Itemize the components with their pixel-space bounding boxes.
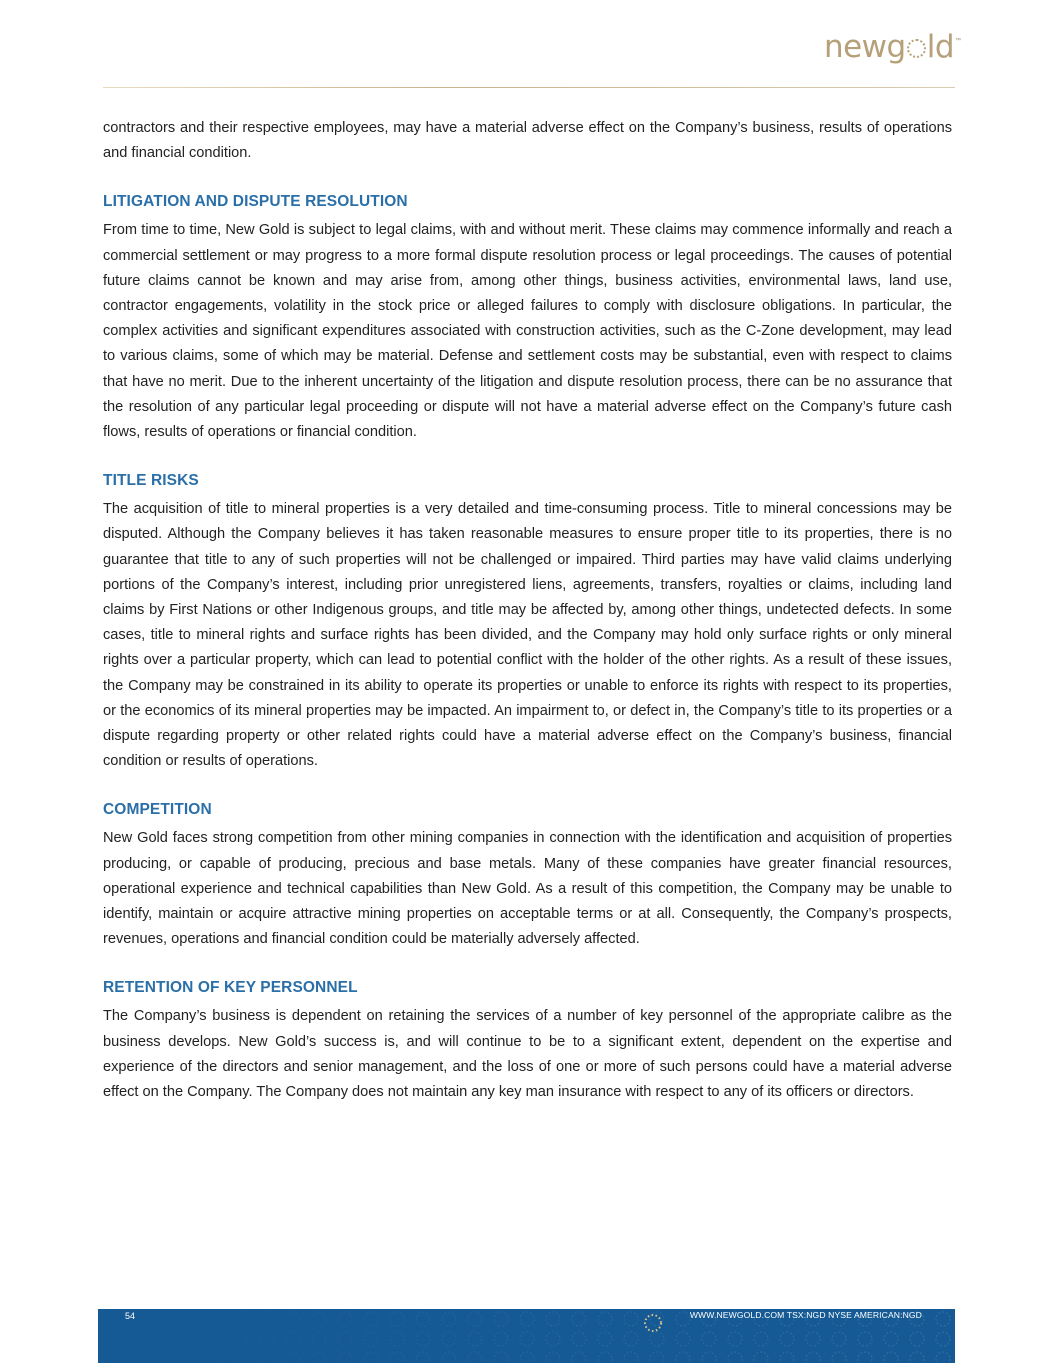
newgold-logo: [823, 29, 961, 76]
gold-dots-ring-icon: [639, 1312, 667, 1334]
section-competition: [103, 798, 952, 952]
section-title-risks: [103, 469, 952, 774]
section-body: From time to time, New Gold is subject to legal claims, with and without merit. These claims may commence informally and reach a commercial settlement or may progress to a more formal dispute resolution process or legal proceedings. The causes of potential future claims cannot be known and may arise from, among other things, business activities, environmental laws, land use, contractor engagements, volatility in the stock price or alleged failures to comply with disclosure obligations. In particular, the complex activities and significant expenditures associated with construction activities, such as the C-Zone development, may lead to various claims, some of which may be material. Defense and settlement costs may be substantial, even with respect to claims that have no merit. Due to the inherent uncertainty of the litigation and dispute resolution process, there can be no assurance that the resolution of any particular legal proceeding or dispute will not have a material adverse effect on the Company’s future cash flows, results of operations or financial condition.: [103, 222, 952, 441]
document-body: [103, 116, 952, 1105]
header-divider: [103, 87, 955, 88]
section-body: The acquisition of title to mineral properties is a very detailed and time-consuming process. Title to mineral concessions may be disputed. Although the Company believes it has taken reasonable measures to ensure proper title to its properties, there is no guarantee that title to any of such properties will not be challenged or impaired. Third parties may have valid claims underlying portions of the Company’s interest, including prior unregistered liens, agreements, transfers, royalties or claims, including land claims by First Nations or other Indigenous groups, and title may be affected by, among other things, undetected defects. In some cases, title to mineral rights and surface rights has been divided, and the Company may hold only surface rights or only mineral rights over a particular property, which can lead to potential conflict with the holder of the other rights. As a result of these issues, the Company may be constrained in its ability to operate its properties or unable to enforce its rights with respect to its properties, or the economics of its mineral properties may be impacted. An impairment to, or defect in, the Company’s title to its properties or a dispute regarding property or other related rights could have a material adverse effect on the Company’s business, financial condition or results of operations.: [103, 501, 952, 770]
logo-text-post: ld: [926, 29, 954, 65]
page-footer: [98, 1309, 955, 1363]
trademark-symbol: ™: [955, 38, 961, 44]
section-key-personnel: [103, 976, 952, 1105]
section-litigation: [103, 190, 952, 445]
section-body: New Gold faces strong competition from other mining companies in connection with the identification and acquisition of properties producing, or capable of producing, precious and base metals. Many of these companies have greater financial resources, operational experience and technical capabilities than New Gold. As a result of this competition, the Company may be unable to identify, maintain or acquire attractive mining properties on acceptable terms or at all. Consequently, the Company’s prospects, revenues, operations and financial condition could be materially adversely affected.: [103, 830, 952, 948]
section-heading: LITIGATION AND DISPUTE RESOLUTION: [103, 193, 408, 211]
section-heading: RETENTION OF KEY PERSONNEL: [103, 979, 358, 997]
intro-paragraph: contractors and their respective employees, may have a material adverse effect on the Company’s business, results of operations and financial condition.: [103, 120, 952, 162]
section-heading: TITLE RISKS: [103, 472, 199, 490]
page-number: 54: [125, 1311, 136, 1321]
logo-wordmark: [823, 29, 954, 65]
logo-text-pre: newg: [823, 29, 906, 65]
section-body: The Company’s business is dependent on retaining the services of a number of key personnel of the appropriate calibre as the business develops. New Gold’s success is, and will continue to be to a significant extent, dependent on the expertise and experience of the directors and senior management, and the loss of one or more of such persons could have a material adverse effect on the Company. The Company does not maintain any key man insurance with respect to any of its officers or directors.: [103, 1008, 952, 1101]
gold-dots-o-icon: [907, 39, 926, 58]
footer-links: WWW.NEWGOLD.COM TSX:NGD NYSE AMERICAN:NGD: [689, 1310, 922, 1320]
section-heading: COMPETITION: [103, 801, 212, 819]
